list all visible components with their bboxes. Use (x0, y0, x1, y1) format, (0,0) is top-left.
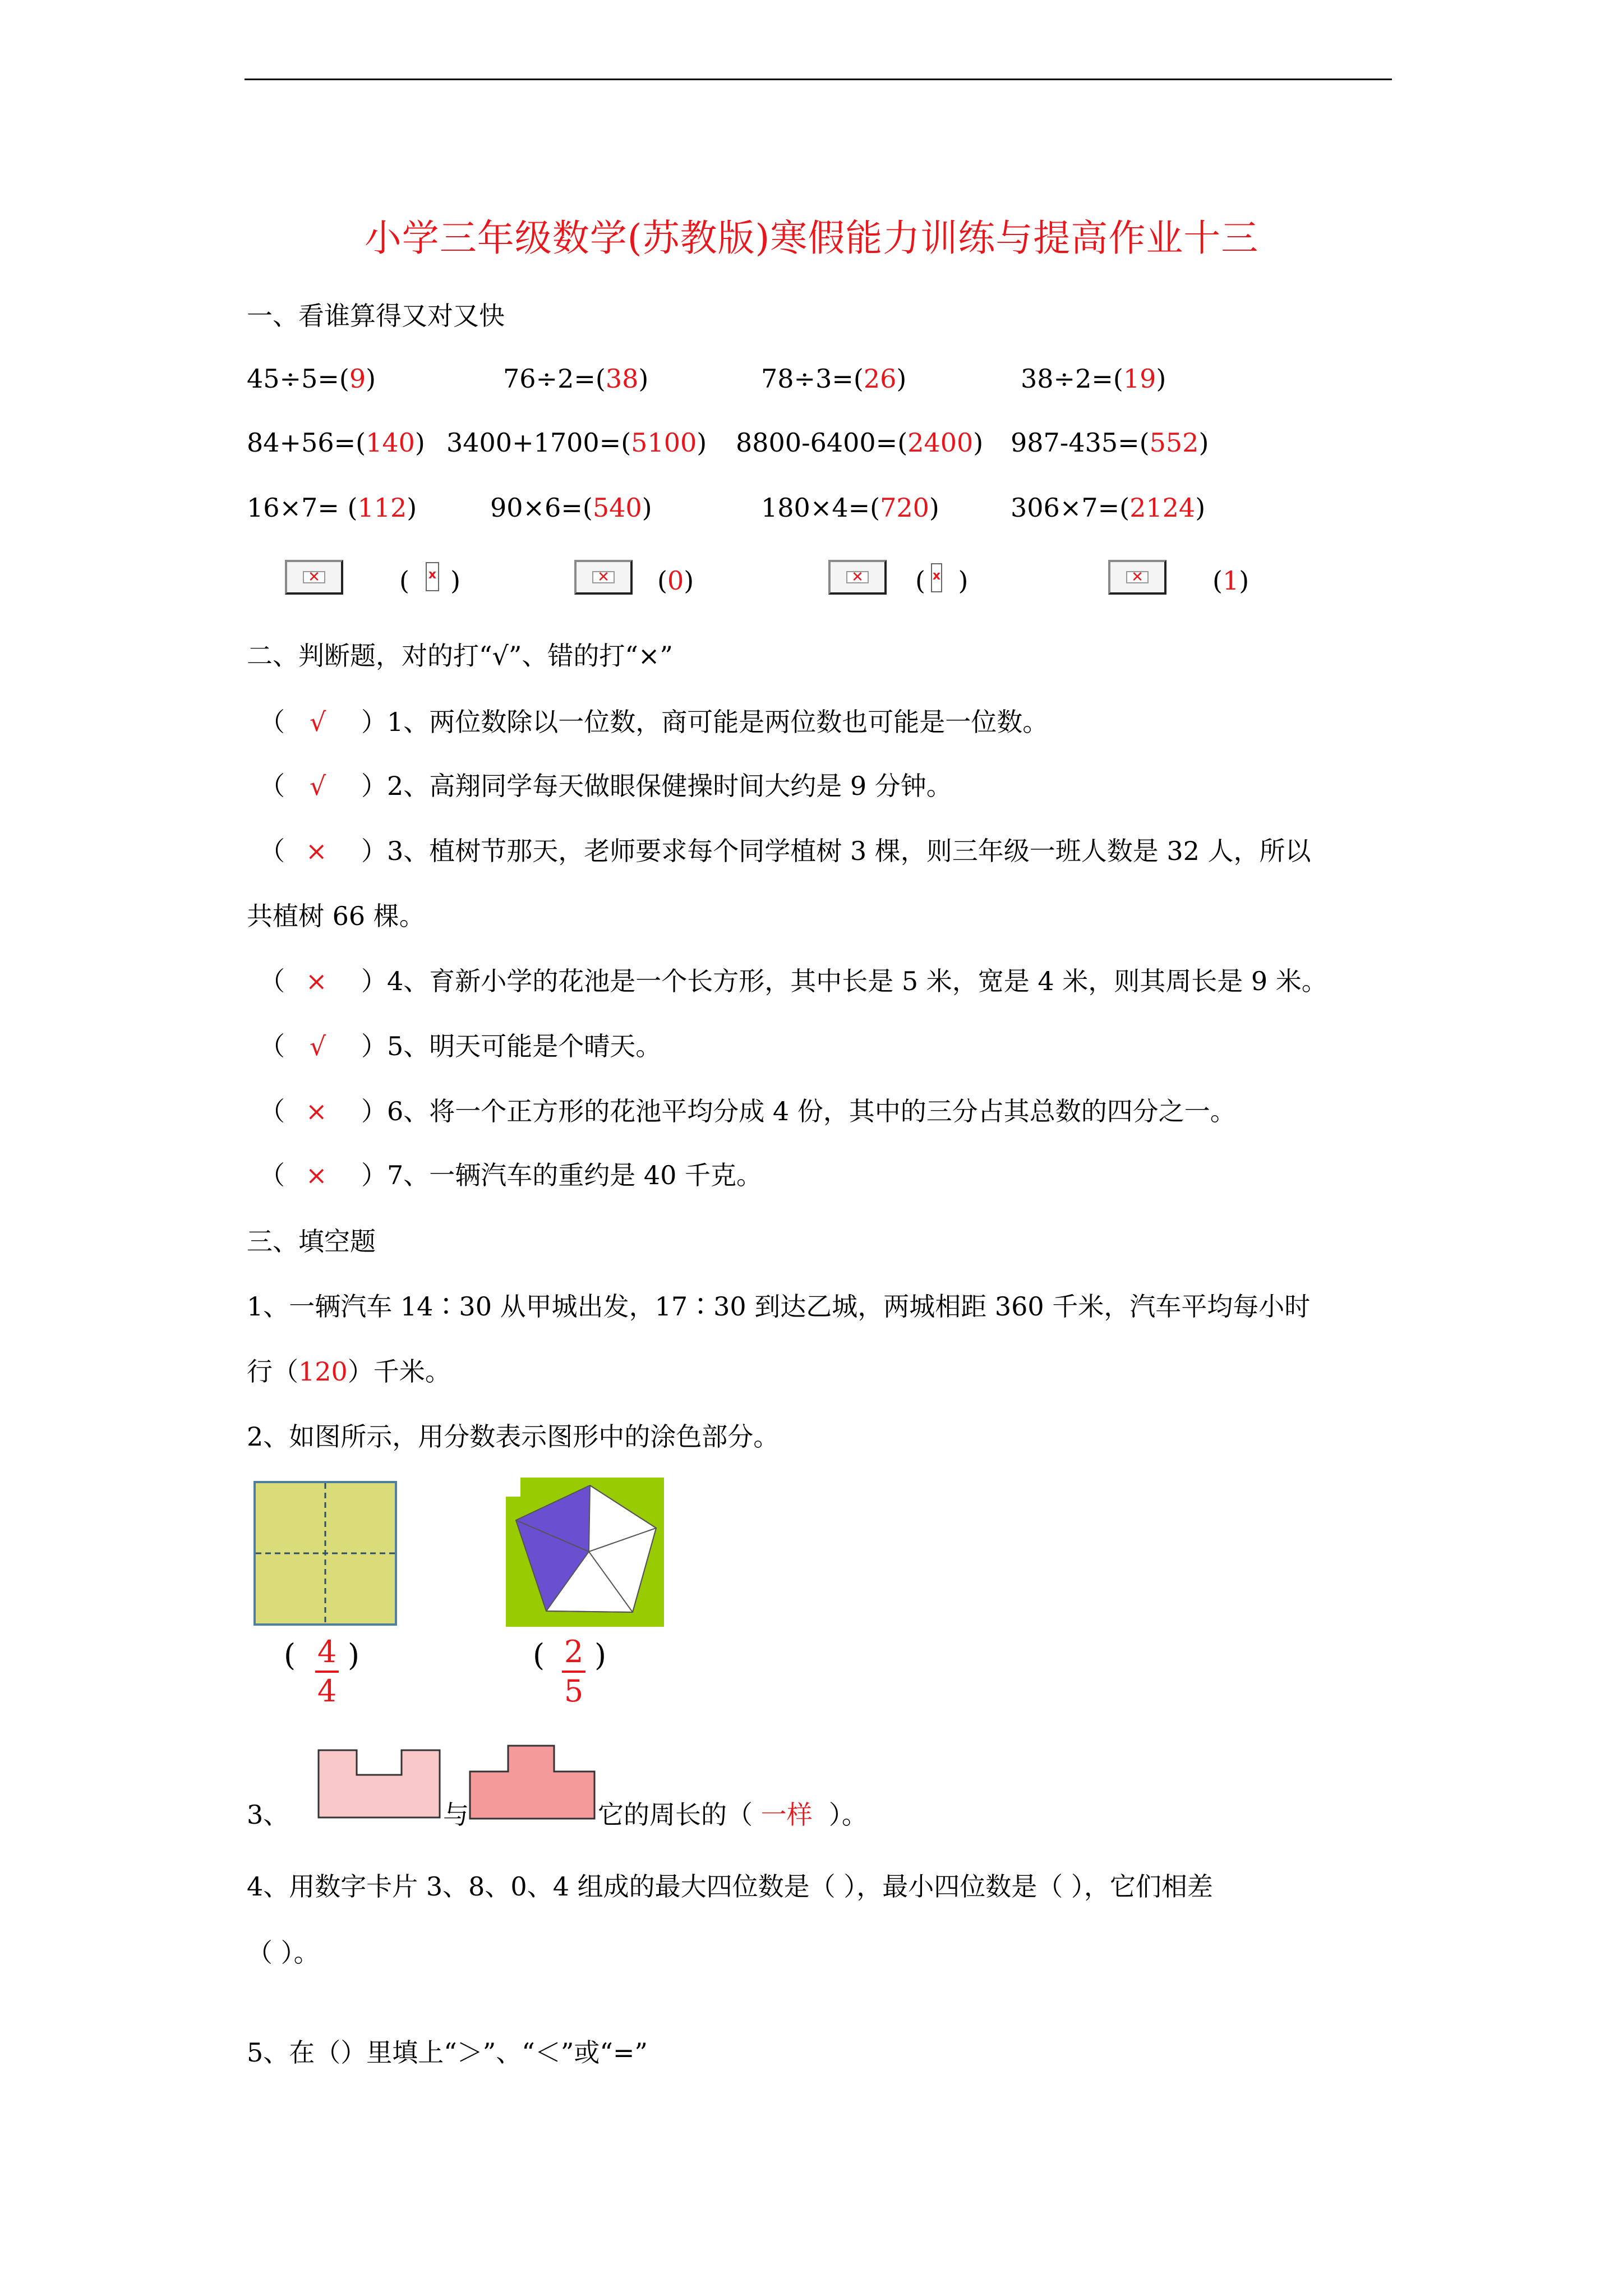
section1-heading: 一、看谁算得又对又快 (247, 301, 505, 331)
image-answer: ( ) (399, 565, 461, 596)
judge-item-text: ）5、明天可能是个晴天。 (361, 1031, 662, 1061)
judge-item-text: ）7、一辆汽车的重约是 40 千克。 (361, 1160, 763, 1190)
judge-open-paren: （ (259, 707, 285, 737)
judge-mark: √ (310, 707, 326, 737)
calc-item: 84+56=(140) (247, 427, 425, 458)
calc-item: 3400+1700=(5100) (446, 427, 707, 458)
fraction-answer-2: 2 5 (561, 1637, 587, 1706)
pentagon-figure (506, 1478, 664, 1627)
judge-item-text: ）3、植树节那天，老师要求每个同学植树 3 棵，则三年级一班人数是 32 人，所以 (361, 836, 1311, 866)
judge-mark: × (306, 1096, 328, 1126)
q3-prefix: 3、 (247, 1800, 289, 1830)
calc-answer: 26 (863, 364, 897, 394)
judge-open-paren: （ (259, 966, 285, 996)
broken-image-icon (574, 560, 633, 595)
image-answer: (0) (657, 565, 694, 596)
q5-text: 5、在（）里填上“＞”、“＜”或“=” (247, 2037, 648, 2068)
calc-answer: 2124 (1129, 493, 1196, 523)
image-answer: (1) (1212, 565, 1249, 596)
judge-open-paren: （ (259, 771, 285, 801)
q2-text: 2、如图所示，用分数表示图形中的涂色部分。 (247, 1421, 780, 1452)
broken-image-icon (426, 562, 439, 591)
calc-item: 90×6=(540) (490, 493, 652, 523)
judge-mark: × (306, 1160, 328, 1190)
judge-item-text: ）1、两位数除以一位数，商可能是两位数也可能是一位数。 (361, 707, 1049, 737)
judge-open-paren: （ (259, 1031, 285, 1061)
calc-answer: 38 (605, 364, 639, 394)
q4-line1: 4、用数字卡片 3、8、0、4 组成的最大四位数是（ ），最小四位数是（ ），它们相差 (247, 1871, 1213, 1902)
calc-item: 987-435=(552) (1011, 427, 1209, 458)
q4-line2: （ ）。 (247, 1938, 320, 1968)
section2-heading: 二、判断题，对的打“√”、错的打“×” (247, 641, 673, 671)
judge-open-paren: （ (259, 1160, 285, 1190)
calc-item: 45÷5=(9) (247, 364, 376, 394)
calc-answer: 540 (592, 493, 642, 523)
calc-item: 306×7=(2124) (1011, 493, 1206, 523)
image-answer: ( ) (915, 565, 969, 596)
calc-answer: 112 (357, 493, 407, 523)
square-figure (253, 1481, 397, 1626)
judge-mark: √ (310, 771, 326, 801)
judge-item-continuation: 共植树 66 棵。 (247, 901, 425, 931)
judge-open-paren: （ (259, 836, 285, 866)
calc-item: 16×7= (112) (247, 493, 417, 523)
judge-mark: √ (310, 1031, 326, 1061)
calc-item: 8800-6400=(2400) (736, 427, 984, 458)
calc-answer: 720 (880, 493, 929, 523)
broken-image-icon (285, 560, 343, 595)
calc-answer: 5100 (631, 427, 697, 458)
q3-text: 它的周长的（ 一样 ）。 (598, 1800, 868, 1830)
q3-mid: 与 (443, 1800, 469, 1830)
q1-answer: 120 (298, 1356, 348, 1387)
calc-answer: 140 (366, 427, 415, 458)
shape-stepped-rect (469, 1745, 596, 1820)
judge-mark: × (306, 836, 328, 866)
broken-image-icon (931, 563, 942, 592)
judge-item-text: ）2、高翔同学每天做眼保健操时间大约是 9 分钟。 (361, 771, 952, 801)
judge-item-text: ）6、将一个正方形的花池平均分成 4 份，其中的三分占其总数的四分之一。 (361, 1096, 1236, 1126)
broken-image-icon (1108, 560, 1166, 595)
section3-heading: 三、填空题 (247, 1226, 376, 1257)
judge-mark: × (306, 966, 328, 996)
broken-image-icon (828, 560, 887, 595)
q1-line1: 1、一辆汽车 14∶30 从甲城出发，17∶30 到达乙城，两城相距 360 千米，汽车平均每小时 (247, 1291, 1311, 1322)
calc-answer: 552 (1149, 427, 1199, 458)
q1-line2: 行（120）千米。 (247, 1356, 451, 1387)
frac2-open: ( (533, 1637, 545, 1673)
shape-notched-rect (317, 1749, 441, 1819)
frac2-close: ) (594, 1637, 607, 1673)
document-title: 小学三年级数学(苏教版)寒假能力训练与提高作业十三 (364, 217, 1259, 260)
judge-item-text: ）4、育新小学的花池是一个长方形，其中长是 5 米，宽是 4 米，则其周长是 9 米。 (361, 966, 1327, 996)
frac1-close: ) (348, 1637, 360, 1673)
header-rule (245, 79, 1392, 80)
calc-answer: 2400 (907, 427, 974, 458)
calc-item: 76÷2=(38) (503, 364, 649, 394)
q3-answer: 一样 (760, 1800, 813, 1830)
calc-item: 78÷3=(26) (761, 364, 907, 394)
calc-answer: 19 (1123, 364, 1156, 394)
judge-open-paren: （ (259, 1096, 285, 1126)
fraction-answer-1: 4 4 (314, 1637, 340, 1706)
calc-item: 38÷2=(19) (1021, 364, 1166, 394)
calc-item: 180×4=(720) (761, 493, 939, 523)
calc-answer: 9 (349, 364, 366, 394)
frac1-open: ( (284, 1637, 296, 1673)
